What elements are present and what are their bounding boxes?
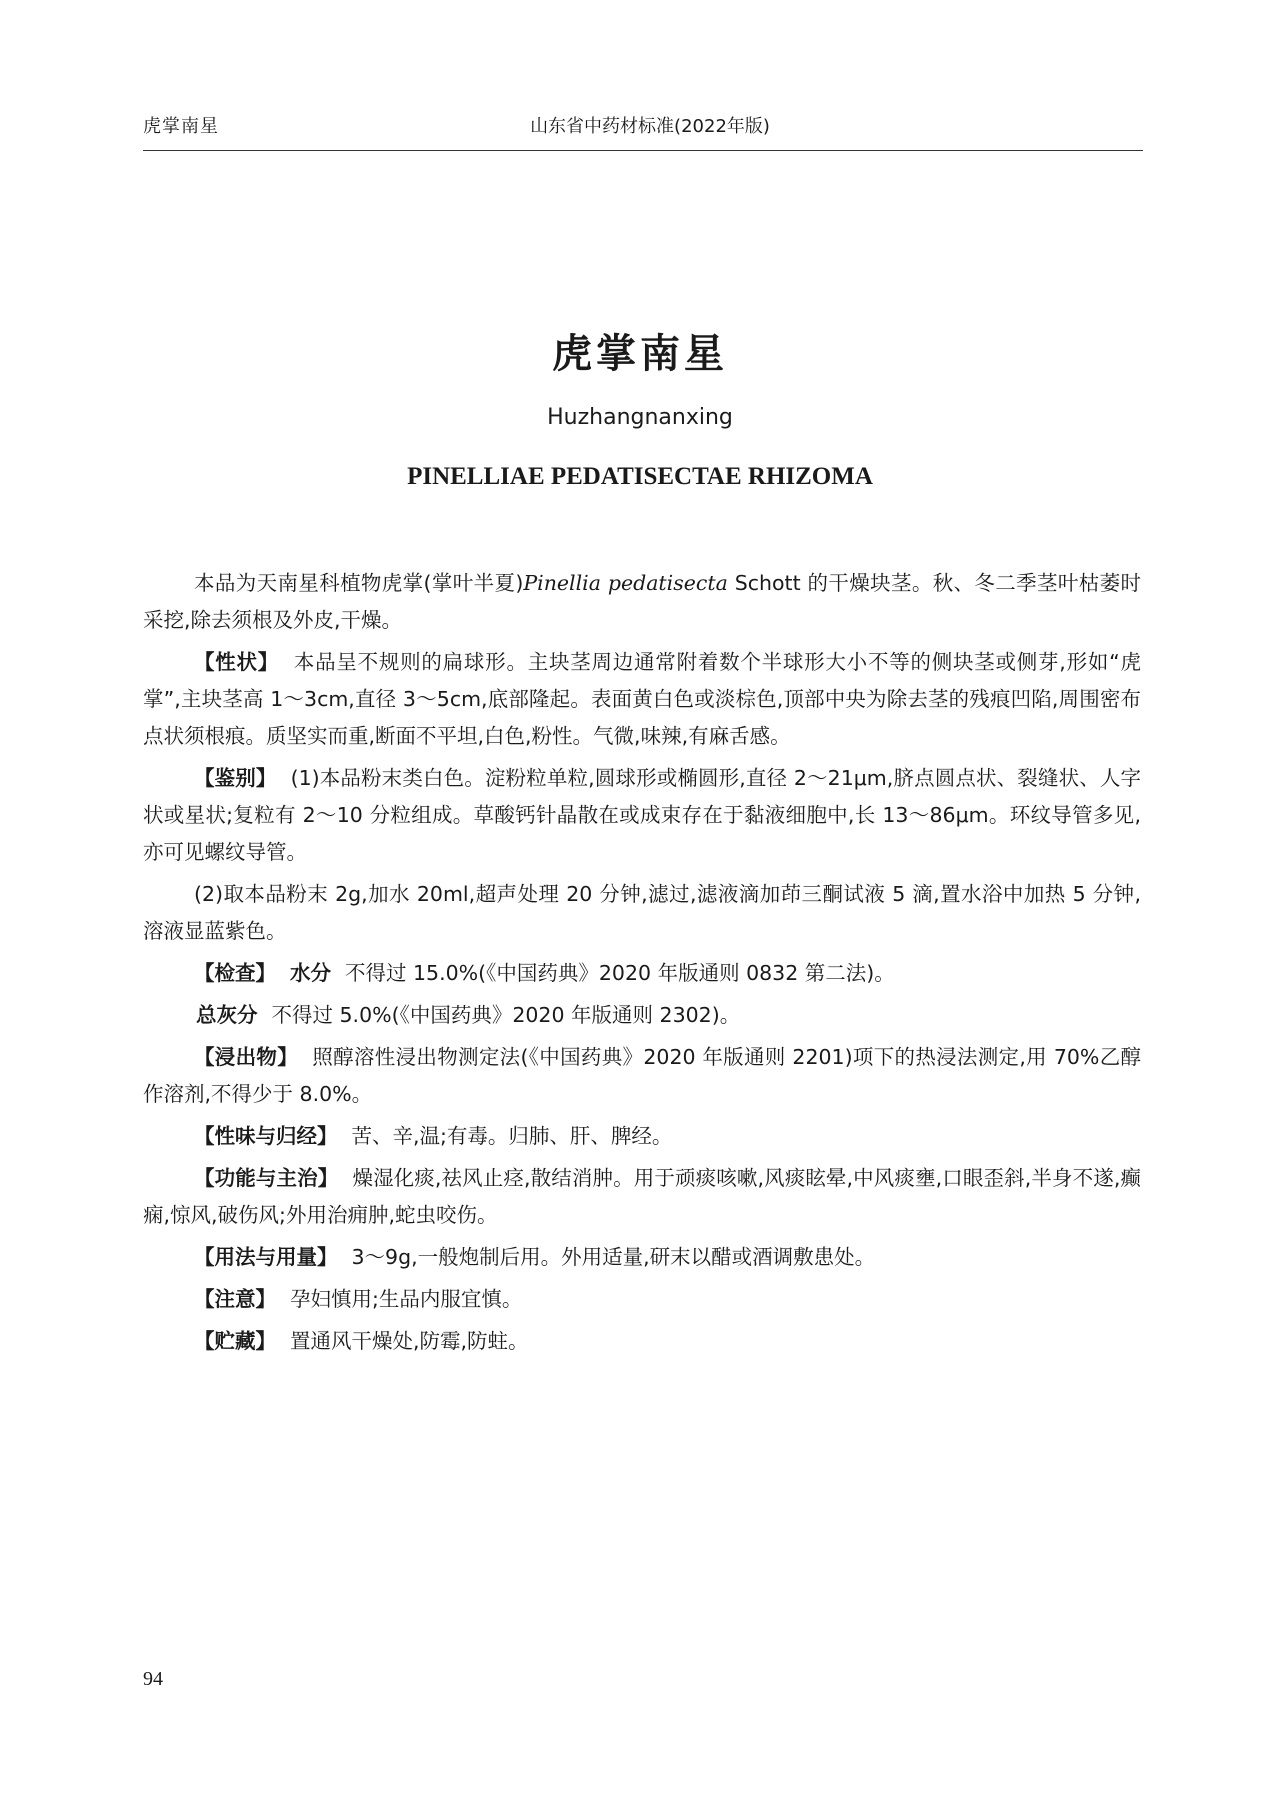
- section-label: 【检查】: [194, 961, 276, 985]
- section-label: 【贮藏】: [194, 1329, 276, 1353]
- section-label: 【性状】: [194, 650, 280, 674]
- running-header-left: 虎掌南星: [143, 116, 219, 137]
- section-jianbie: [143, 760, 1141, 871]
- section-gongneng: [143, 1160, 1141, 1234]
- intro-paragraph: [143, 565, 1141, 639]
- subsection-label: 总灰分: [196, 1003, 258, 1027]
- monograph-body: [143, 565, 1141, 1365]
- section-text: (2)取本品粉末 2g,加水 20ml,超声处理 20 分钟,滤过,滤液滴加茚三酮试液 5 滴,置水浴中加热 5 分钟,溶液显蓝紫色。: [143, 882, 1141, 943]
- page-title: 虎掌南星: [552, 331, 728, 377]
- section-text: 照醇溶性浸出物测定法(《中国药典》2020 年版通则 2201)项下的热浸法测定,用 70%乙醇作溶剂,不得少于 8.0%。: [143, 1045, 1141, 1106]
- species-name: Pinellia pedatisecta: [523, 571, 728, 595]
- section-text: 3～9g,一般炮制后用。外用适量,研末以醋或酒调敷患处。: [351, 1245, 876, 1269]
- section-xingwei: [143, 1118, 1141, 1155]
- header-rule: [143, 150, 1143, 151]
- section-text: 不得过 5.0%(《中国药典》2020 年版通则 2302)。: [271, 1003, 741, 1027]
- section-text: 置通风干燥处,防霉,防蛀。: [290, 1329, 529, 1353]
- section-xingzhuang: [143, 644, 1141, 755]
- section-text: 燥湿化痰,祛风止痉,散结消肿。用于顽痰咳嗽,风痰眩晕,中风痰壅,口眼歪斜,半身不遂,癫痫,惊风,破伤风;外用治痈肿,蛇虫咬伤。: [143, 1166, 1141, 1227]
- section-label: 【注意】: [194, 1287, 276, 1311]
- section-text: 苦、辛,温;有毒。归肺、肝、脾经。: [351, 1124, 673, 1148]
- running-header-center: 山东省中药材标准(2022年版): [530, 116, 770, 137]
- section-text: 孕妇慎用;生品内服宜慎。: [290, 1287, 523, 1311]
- section-text: 本品呈不规则的扁球形。主块茎周边通常附着数个半球形大小不等的侧块茎或侧芽,形如“虎掌”,主块茎高 1～3cm,直径 3～5cm,底部隆起。表面黄白色或淡棕色,顶部中央为除去茎的残痕凹陷,周围密布点状须根痕。质坚实而重,断面不平坦,白色,粉性。气微,味辣,有麻舌感。: [143, 650, 1142, 748]
- intro-text-2: Schott 的干燥块茎。秋、冬二季茎叶枯萎时采挖,除去须根及外皮,干燥。: [143, 571, 1141, 632]
- section-label: 【鉴别】: [194, 766, 277, 790]
- intro-text-1: 本品为天南星科植物虎掌(掌叶半夏): [194, 571, 524, 595]
- section-text: 不得过 15.0%(《中国药典》2020 年版通则 0832 第二法)。: [345, 961, 895, 985]
- section-label: 【功能与主治】: [194, 1166, 339, 1190]
- title-latin: PINELLIAE PEDATISECTAE RHIZOMA: [407, 463, 873, 490]
- section-text: (1)本品粉末类白色。淀粉粒单粒,圆球形或椭圆形,直径 2～21μm,脐点圆点状、裂缝状、人字状或星状;复粒有 2～10 分粒组成。草酸钙针晶散在或成束存在于黏液细胞中,长 13～86μm。环纹导管多见,亦可见螺纹导管。: [143, 766, 1142, 864]
- section-label: 【用法与用量】: [194, 1245, 338, 1269]
- section-label: 【浸出物】: [194, 1045, 299, 1069]
- section-jianbie-2: [143, 876, 1141, 950]
- section-jiancha-water: [143, 955, 1141, 992]
- section-label: 【性味与归经】: [194, 1124, 338, 1148]
- section-zhucang: [143, 1323, 1141, 1360]
- section-yongfa: [143, 1239, 1141, 1276]
- section-jiancha-ash: [143, 997, 1141, 1034]
- subsection-label: 水分: [290, 961, 331, 985]
- section-zhuyi: [143, 1281, 1141, 1318]
- title-pinyin: Huzhangnanxing: [547, 405, 733, 430]
- page-number: 94: [143, 1668, 163, 1690]
- section-jinchuwu: [143, 1039, 1141, 1113]
